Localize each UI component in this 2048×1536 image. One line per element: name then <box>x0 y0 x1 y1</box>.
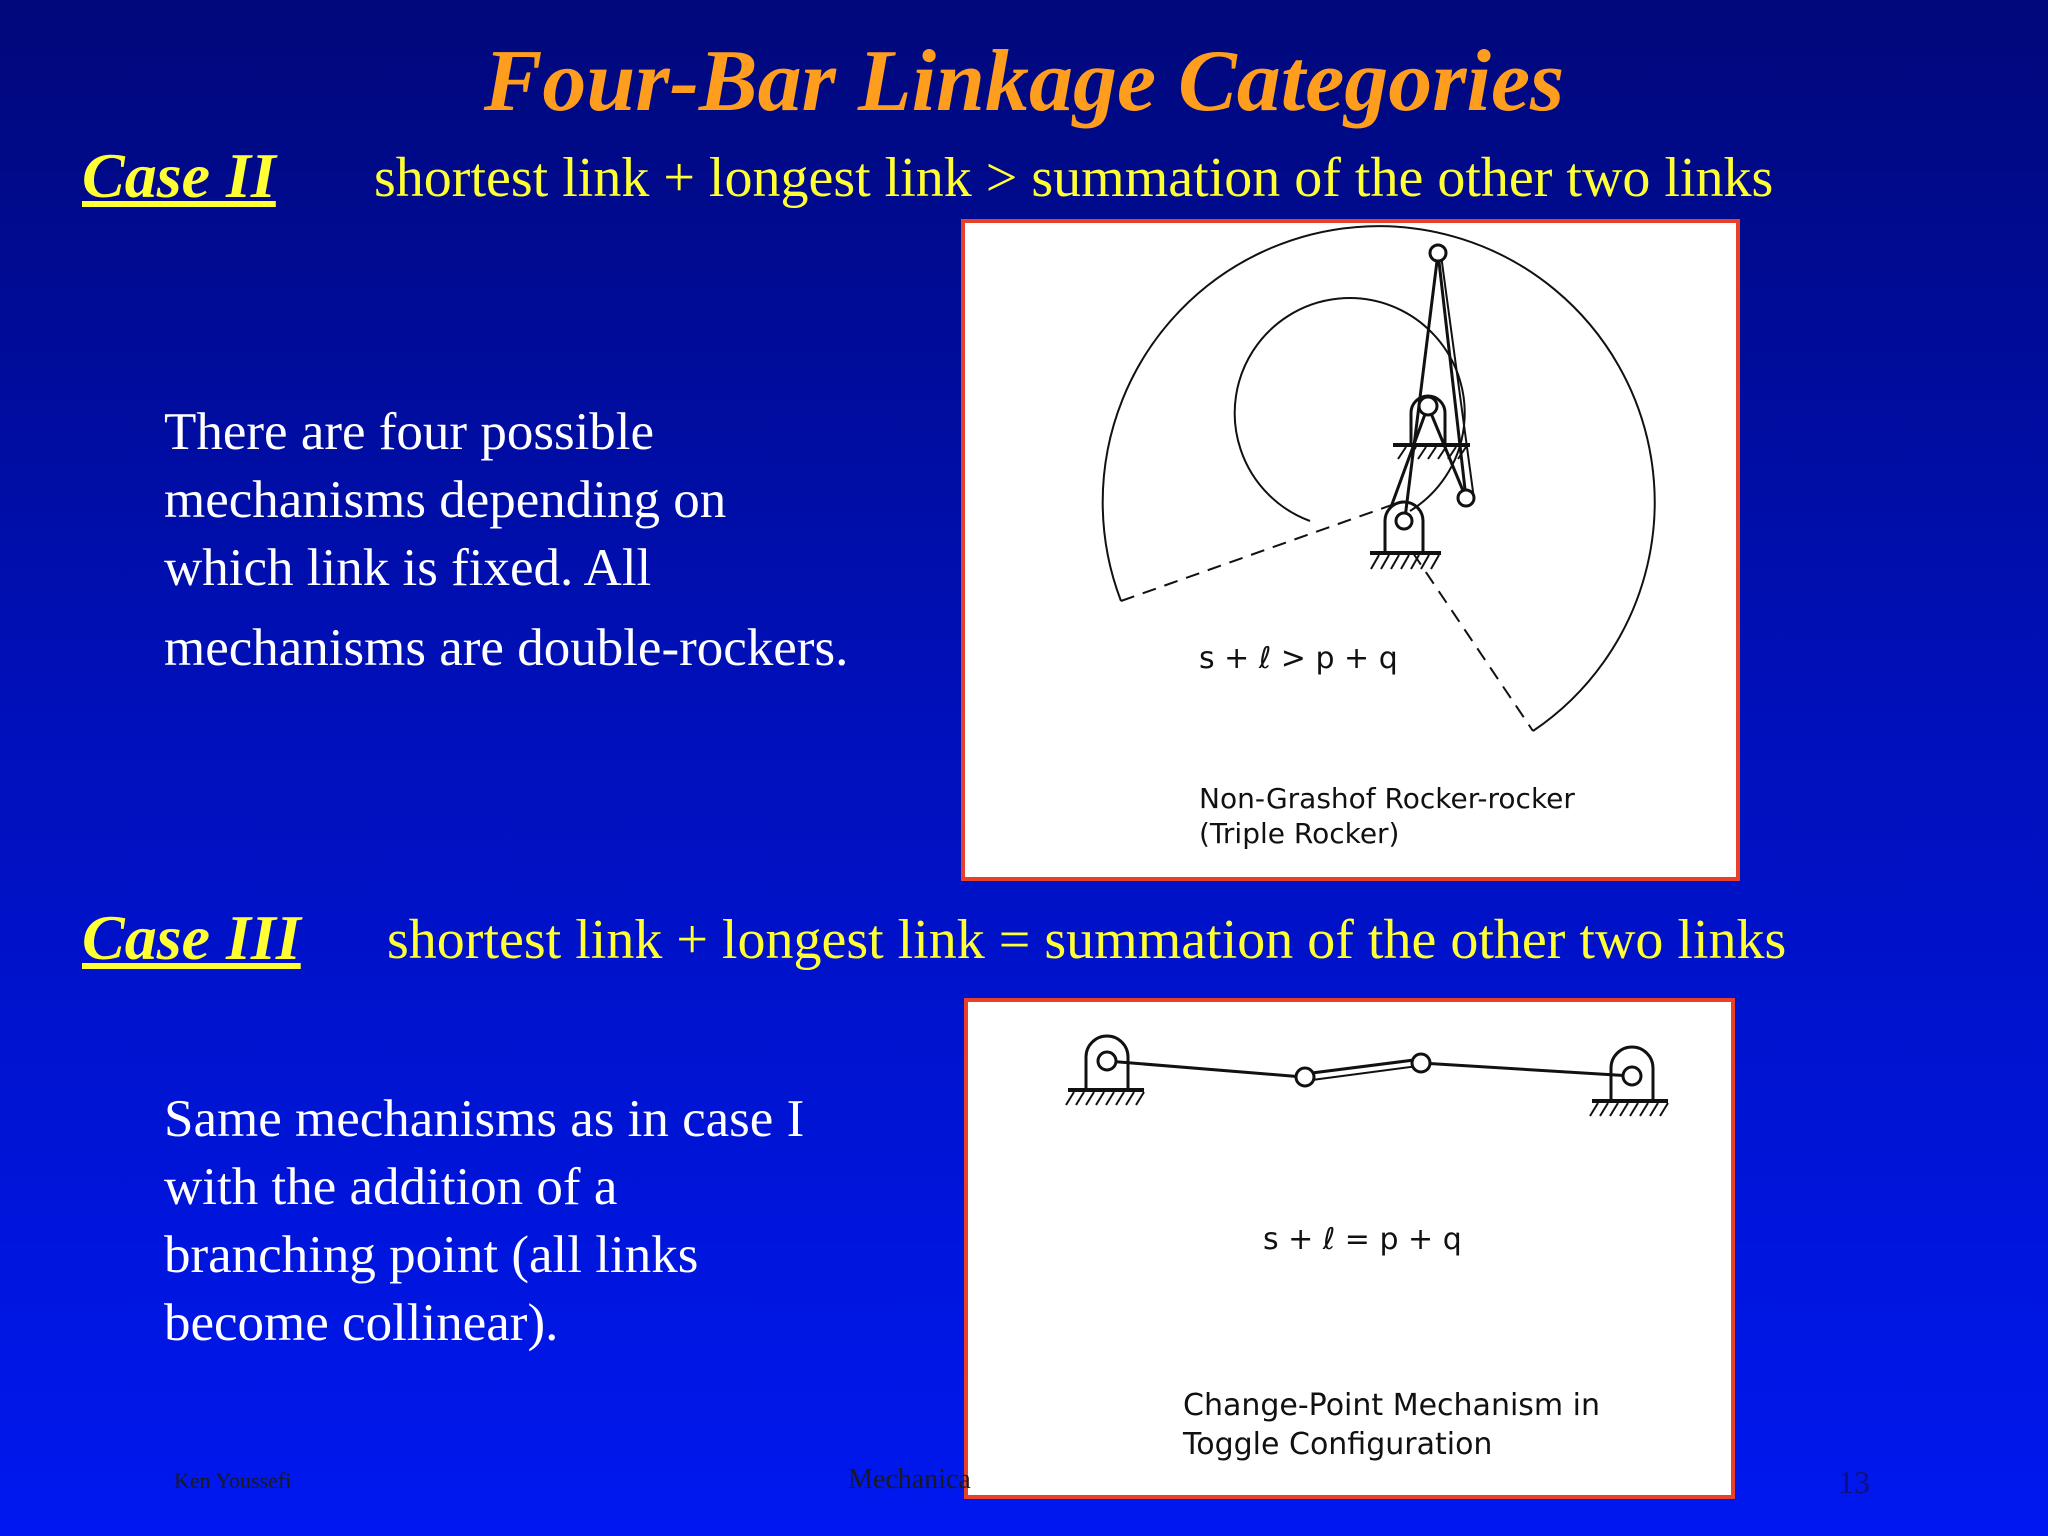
case-2-description <box>164 398 848 682</box>
link-top-to-right-joint-edge <box>1441 255 1474 499</box>
top-joint <box>1430 245 1446 261</box>
case-3-rule: shortest link + longest link = summation of the other two links <box>387 909 1787 971</box>
lower-pivot-joint <box>1396 513 1412 529</box>
case-2-description-line: There are four possible <box>164 403 655 461</box>
triple-rocker-diagram <box>965 223 1736 877</box>
case-2-description-line: which link is fixed. All <box>164 539 652 597</box>
page-number: 13 <box>1838 1464 1870 1500</box>
right-joint <box>1458 490 1474 506</box>
coupler-joint-right <box>1412 1054 1430 1072</box>
right-ground-hatch <box>1590 1103 1668 1116</box>
case-2-rule: shortest link + longest link > summation of the other two links <box>374 147 1774 209</box>
left-ground-hatch <box>1066 1092 1144 1105</box>
link-coupler-upper <box>1304 1059 1422 1074</box>
triple-rocker-equation: s + ℓ > p + q <box>1199 641 1398 676</box>
case-2-label: Case II <box>82 140 276 211</box>
link-left-crank <box>1107 1061 1303 1077</box>
coupler-joint-left <box>1296 1068 1314 1086</box>
triple-rocker-figure <box>961 219 1740 881</box>
link-coupler-lower <box>1312 1066 1418 1080</box>
link-right-rocker <box>1421 1063 1632 1076</box>
change-point-caption-line-1: Change-Point Mechanism in <box>1183 1388 1601 1423</box>
case-3-label: Case III <box>82 902 301 973</box>
slide-title: Four-Bar Linkage Categories <box>483 33 1565 130</box>
triple-rocker-caption-line-2: (Triple Rocker) <box>1199 817 1400 850</box>
case-3-description <box>164 1085 804 1357</box>
limit-line-right <box>1413 553 1533 731</box>
case-2-description-line: mechanisms are double-rockers. <box>164 619 849 677</box>
change-point-equation: s + ℓ = p + q <box>1263 1222 1462 1257</box>
triple-rocker-caption-line-1: Non-Grashof Rocker-rocker <box>1199 782 1575 815</box>
case-2-description-line: mechanisms depending on <box>164 471 727 529</box>
change-point-diagram <box>968 1002 1731 1495</box>
case-3-description-line: Same mechanisms as in case I <box>164 1090 805 1148</box>
change-point-caption-line-2: Toggle Configuration <box>1183 1427 1493 1462</box>
lower-ground-hatch <box>1371 555 1439 569</box>
footer-center: Mechanica <box>848 1464 971 1495</box>
right-pivot-joint <box>1623 1067 1641 1085</box>
case-3-description-line: branching point (all links <box>164 1226 699 1284</box>
upper-pivot-joint <box>1419 397 1437 415</box>
footer-author: Ken Youssefi <box>174 1468 292 1493</box>
change-point-figure <box>964 998 1735 1499</box>
limit-line-left <box>1121 501 1403 601</box>
left-pivot-joint <box>1098 1052 1116 1070</box>
case-3-description-line: with the addition of a <box>164 1158 618 1216</box>
link-top-to-lower-pivot <box>1404 253 1438 526</box>
case-3-description-line: become collinear). <box>164 1294 559 1352</box>
